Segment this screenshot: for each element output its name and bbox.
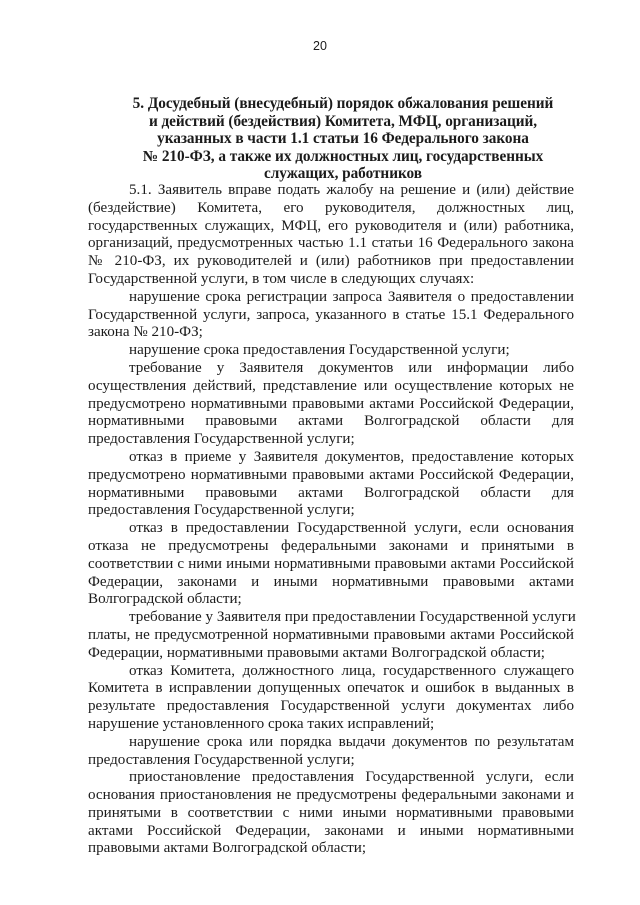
paragraph (88, 449, 574, 520)
paragraph-line: правовыми актами Волгоградской области; (88, 840, 367, 857)
paragraph (88, 520, 574, 609)
paragraph-line: отказа не предусмотрены федеральными законами и принятыми в (88, 537, 574, 554)
paragraph-line: отказ Комитета, должностного лица, государственного служащего (129, 662, 574, 679)
paragraph-line: закона № 210-ФЗ; (88, 324, 203, 341)
paragraph (88, 360, 574, 449)
paragraph-line: предоставления Государственной услуги; (88, 502, 355, 519)
paragraph (88, 609, 574, 662)
paragraph-line: нарушение установленного срока таких исправлений; (88, 715, 435, 732)
heading-line: служащих, работников (264, 165, 422, 183)
paragraph-line: нарушение срока регистрации запроса Заявителя о предоставлении (129, 288, 574, 305)
paragraph-line: № 210-ФЗ, их руководителей и (или) работников при предоставлении (88, 253, 574, 270)
heading-line: № 210-ФЗ, а также их должностных лиц, государственных (142, 147, 544, 165)
heading-line: указанных в части 1.1 статьи 16 Федерального закона (157, 130, 529, 148)
paragraph-line: осуществления действий, представление или осуществление которых не (88, 377, 574, 394)
paragraph-line: нормативными правовыми актами Волгоградской области для (88, 413, 574, 430)
paragraph (88, 769, 574, 858)
paragraph-line: Государственной услуги, в том числе в следующих случаях: (88, 270, 475, 287)
section-heading (118, 95, 568, 183)
paragraph-line: принятыми в соответствии с ними иными нормативными правовыми (88, 804, 574, 821)
paragraph-line: 5.1. Заявитель вправе подать жалобу на решение и (или) действие (129, 182, 574, 198)
paragraph-line: государственных служащих, МФЦ, его руководителя и (или) работника, (88, 217, 574, 234)
paragraph-line: отказ в предоставлении Государственной услуги, если основания (129, 520, 574, 537)
paragraph-line: результате предоставления Государственной услуги документах либо (88, 698, 574, 715)
section-body (88, 182, 574, 858)
paragraph (88, 663, 574, 734)
paragraph-line: нарушение срока или порядка выдачи документов по результатам (129, 733, 574, 750)
paragraph-line: Волгоградской области; (88, 591, 242, 608)
paragraph-line: организаций, предусмотренных частью 1.1 статьи 16 Федерального закона (88, 235, 574, 252)
paragraph-line: нарушение срока предоставления Государственной услуги; (129, 342, 510, 359)
paragraph-line: требование у Заявителя документов или информации либо (129, 359, 574, 376)
paragraph-line: приостановление предоставления Государственной услуги, если (129, 769, 574, 786)
heading-line: и действий (бездействия) Комитета, МФЦ, организаций, (148, 112, 538, 130)
paragraph (88, 182, 574, 289)
paragraph (88, 342, 574, 360)
paragraph-line: соответствии с ними иными нормативными правовыми актами Российской (88, 555, 574, 572)
paragraph (88, 734, 574, 770)
paragraph (88, 289, 574, 342)
paragraph-line: Федерации, нормативными правовыми актами Волгоградской области; (88, 644, 545, 661)
paragraph-line: предусмотрено нормативными правовыми актами Российской Федерации, (88, 466, 574, 483)
paragraph-line: основания приостановления не предусмотрены федеральными законами и (88, 787, 574, 804)
paragraph-line: Комитета в исправлении допущенных опечаток и ошибок в выданных в (88, 680, 574, 697)
paragraph-line: Государственной услуги, запроса, указанного в статье 15.1 Федерального (88, 306, 574, 323)
paragraph-line: предоставления Государственной услуги; (88, 751, 355, 768)
paragraph-line: требование у Заявителя при предоставлении Государственной услуги (129, 609, 576, 626)
paragraph-line: (бездействие) Комитета, его руководителя, должностных лиц, (88, 199, 574, 216)
paragraph-line: актами Российской Федерации, законами и иными нормативными (88, 822, 574, 839)
page-number: 20 (313, 39, 327, 53)
paragraph-line: предусмотрено нормативными правовыми актами Российской Федерации, (88, 395, 574, 412)
paragraph-line: платы, не предусмотренной нормативными правовыми актами Российской (88, 626, 574, 643)
paragraph-line: нормативными правовыми актами Волгоградской области для (88, 484, 574, 501)
paragraph-line: отказ в приеме у Заявителя документов, предоставление которых (129, 448, 574, 465)
paragraph-line: предоставления Государственной услуги; (88, 431, 355, 448)
heading-line: 5. Досудебный (внесудебный) порядок обжалования решений (132, 95, 554, 112)
paragraph-line: Федерации, законами и иными нормативными правовыми актами (88, 573, 574, 590)
